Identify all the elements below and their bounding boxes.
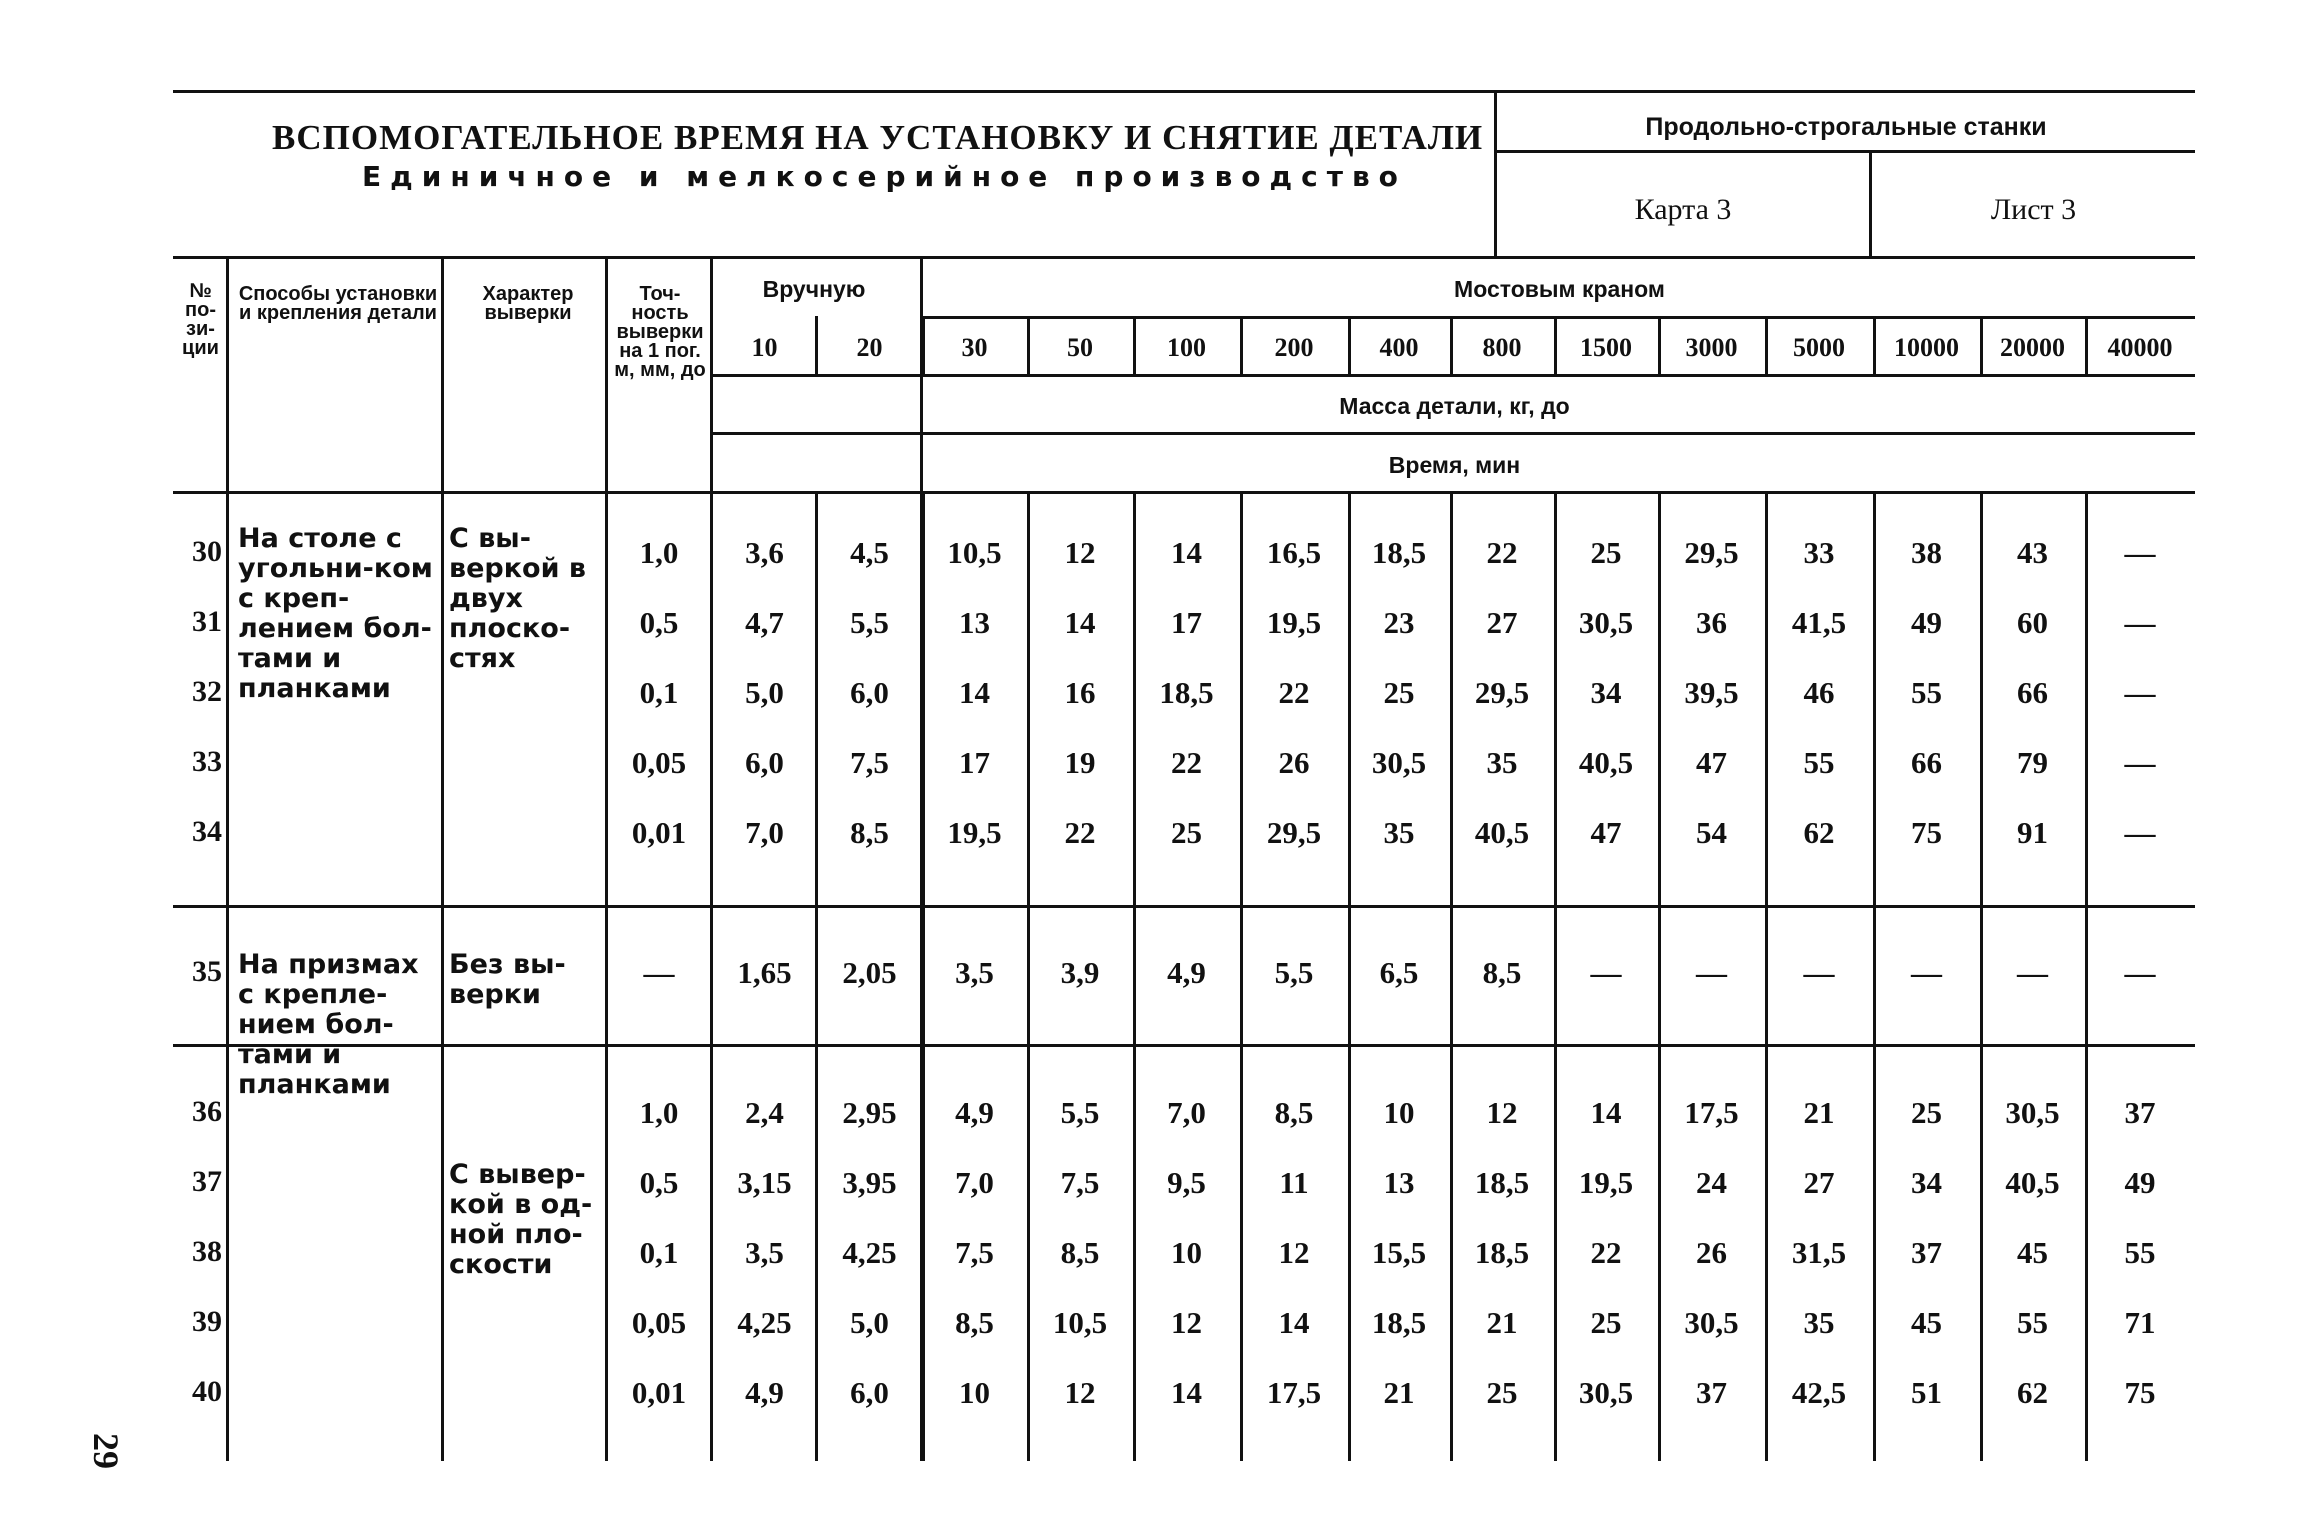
time-value-cell: 27 [1803,1165,1835,1200]
mass-column-header: 400 [1379,333,1419,362]
time-value-cell: 22 [1278,675,1310,710]
time-value-cell: 12 [1171,1305,1202,1340]
time-value-cell: 5,0 [850,1305,889,1340]
time-value-cell: 18,5 [1159,675,1214,710]
time-value-cell: 30,5 [1578,1375,1634,1410]
time-value-cell: 66 [1911,745,1942,780]
time-value-cell: 14 [1171,535,1202,570]
time-value-cell: 55 [2124,1235,2156,1270]
time-value-cell: 22 [1171,745,1202,780]
mass-column-header: 50 [1067,333,1093,362]
time-value-cell: 27 [1486,605,1518,640]
time-value-cell: 4,9 [745,1375,784,1410]
row-accuracy: 0,01 [631,815,687,850]
time-value-cell: 7,5 [955,1235,994,1270]
time-value-cell: 30,5 [1684,1305,1739,1340]
header-accuracy: Точ-ность выверки на 1 пог. м, мм, до [614,283,706,381]
time-value-cell: 45 [1911,1305,1942,1340]
time-value-cell: 5,5 [1274,955,1314,990]
mass-column-header: 800 [1482,333,1522,362]
time-value-cell: 29,5 [1474,675,1530,710]
time-value-cell: — [2124,605,2156,640]
time-value-cell: 19,5 [1266,605,1322,640]
row-accuracy: 1,0 [639,535,679,570]
time-value-cell: 40,5 [1578,745,1634,780]
time-value-cell: 45 [2017,1235,2048,1270]
time-value-cell: 14 [1064,605,1096,640]
time-value-cell: 25 [1590,535,1622,570]
time-value-cell: 51 [1911,1375,1942,1410]
time-value-cell: 7,5 [1060,1165,1100,1200]
row-position: 38 [192,1235,222,1268]
time-value-cell: 75 [1911,815,1942,850]
time-value-cell: 2,4 [745,1095,784,1130]
time-value-cell: 2,95 [842,1095,897,1130]
row-accuracy: 0,05 [631,745,687,780]
time-value-cell: 62 [2017,1375,2048,1410]
time-value-cell: 47 [1696,745,1727,780]
time-value-cell: 13 [959,605,990,640]
time-value-cell: 41,5 [1791,605,1847,640]
alignment-group-1: С вы-веркой в двух плоско-стях [449,523,587,674]
time-value-cell: 1,65 [737,955,792,990]
time-value-cell: 3,95 [842,1165,897,1200]
time-value-cell: 5,5 [850,605,889,640]
time-value-cell: 18,5 [1474,1235,1530,1270]
time-value-cell: 37 [1696,1375,1727,1410]
mass-column-header: 40000 [2107,333,2173,362]
row-accuracy: 0,5 [639,605,679,640]
time-value-cell: 7,0 [955,1165,994,1200]
time-value-cell: 30,5 [1371,745,1427,780]
mass-column-header: 10000 [1894,333,1959,362]
time-value-cell: 12 [1486,1095,1518,1130]
method-group-1: На столе с угольни-ком с креп-лением бол-тами и планками [238,523,433,704]
time-value-cell: 18,5 [1371,1305,1427,1340]
time-value-cell: 22 [1064,815,1096,850]
time-value-cell: 18,5 [1474,1165,1530,1200]
row-position: 37 [192,1165,222,1198]
time-value-cell: 22 [1590,1235,1622,1270]
time-value-cell: 12 [1064,535,1096,570]
row-position: 34 [192,815,222,848]
time-value-cell: — [2124,745,2156,780]
time-value-cell: 55 [2017,1305,2048,1340]
time-value-cell: 42,5 [1791,1375,1847,1410]
page-subtitle: Единичное и мелкосерийное производство [362,160,1407,193]
time-value-cell: 11 [1279,1165,1309,1200]
time-value-cell: 6,0 [850,1375,889,1410]
time-value-cell: 23 [1383,605,1415,640]
time-value-cell: 10,5 [947,535,1002,570]
time-value-cell: 14 [1590,1095,1622,1130]
row-position: 40 [192,1375,222,1408]
header-method: Способы установки и крепления детали [238,283,438,324]
time-value-cell: 37 [2124,1095,2156,1130]
time-value-cell: 2,05 [842,955,897,990]
time-value-cell: 6,5 [1379,955,1419,990]
time-value-cell: 16,5 [1266,535,1322,570]
time-value-cell: 60 [2017,605,2048,640]
time-value-cell: 75 [2124,1375,2156,1410]
time-value-cell: 4,5 [850,535,889,570]
time-value-cell: 8,5 [1060,1235,1100,1270]
time-value-cell: 8,5 [850,815,889,850]
time-value-cell: 35 [1383,815,1415,850]
page-number: 29 [86,1433,126,1469]
time-value-cell: 3,5 [745,1235,784,1270]
time-value-cell: — [2124,675,2156,710]
mass-column-header: 5000 [1793,333,1845,362]
time-value-cell: 17,5 [1684,1095,1739,1130]
time-value-cell: 12 [1064,1375,1096,1410]
time-value-cell: 40,5 [1474,815,1530,850]
time-value-cell: 22 [1486,535,1518,570]
time-value-cell: 25 [1911,1095,1942,1130]
time-value-cell: 34 [1590,675,1622,710]
mass-column-header: 20 [856,333,883,362]
row-position: 39 [192,1305,222,1338]
time-value-cell: 5,0 [745,675,784,710]
time-value-cell: 49 [1911,605,1942,640]
time-value-cell: — [2017,955,2048,990]
time-value-cell: 4,25 [842,1235,897,1270]
mass-column-header: 100 [1167,333,1206,362]
row-accuracy: 0,01 [631,1375,687,1410]
time-value-cell: 43 [2017,535,2048,570]
time-value-cell: 91 [2017,815,2048,850]
time-value-cell: 14 [1171,1375,1202,1410]
time-value-cell: 26 [1696,1235,1727,1270]
time-value-cell: — [1590,955,1622,990]
time-value-cell: 13 [1383,1165,1415,1200]
row-position: 30 [192,535,222,568]
machine-type: Продольно-строгальные станки [1645,113,2047,141]
time-value-cell: 15,5 [1371,1235,1427,1270]
row-accuracy: 0,5 [639,1165,679,1200]
time-value-cell: 21 [1383,1375,1415,1410]
mass-column-header: 20000 [2000,333,2065,362]
time-value-cell: 10 [959,1375,990,1410]
time-value-cell: 21 [1803,1095,1835,1130]
header-mass: Масса детали, кг, до [1339,393,1570,419]
time-value-cell: 30,5 [2005,1095,2060,1130]
time-value-cell: 55 [1911,675,1942,710]
time-value-cell: 12 [1278,1235,1310,1270]
time-value-cell: 17 [1171,605,1202,640]
page-title: ВСПОМОГАТЕЛЬНОЕ ВРЕМЯ НА УСТАНОВКУ И СНЯТИЕ ДЕТАЛИ [272,118,1484,157]
row-accuracy: 0,1 [639,675,679,710]
time-value-cell: 31,5 [1791,1235,1847,1270]
time-value-cell: 46 [1803,675,1835,710]
time-value-cell: 24 [1696,1165,1727,1200]
time-value-cell: 25 [1383,675,1415,710]
time-value-cell: 10 [1383,1095,1415,1130]
time-value-cell: 36 [1696,605,1727,640]
row-accuracy: 1,0 [639,1095,679,1130]
time-value-cell: 39,5 [1684,675,1739,710]
time-value-cell: 7,0 [1167,1095,1206,1130]
row-position: 31 [192,605,222,638]
time-value-cell: 3,5 [955,955,994,990]
time-value-cell: 19,5 [947,815,1002,850]
time-value-cell: 35 [1803,1305,1835,1340]
time-value-cell: 6,0 [745,745,784,780]
time-value-cell: 26 [1278,745,1310,780]
mass-column-header: 1500 [1580,333,1632,362]
time-value-cell: 19,5 [1578,1165,1634,1200]
mass-column-header: 30 [961,333,988,362]
header-alignment: Характер выверки [482,283,574,324]
time-value-cell: 8,5 [955,1305,994,1340]
row-position: 32 [192,675,222,708]
time-value-cell: 18,5 [1371,535,1427,570]
time-value-cell: 8,5 [1274,1095,1314,1130]
time-value-cell: 25 [1590,1305,1622,1340]
time-value-cell: 4,7 [745,605,784,640]
time-value-cell: — [1803,955,1835,990]
time-value-cell: 10 [1171,1235,1202,1270]
time-value-cell: 40,5 [2005,1165,2060,1200]
time-value-cell: 7,0 [745,815,784,850]
header-position: № по-зи-ции [182,280,219,359]
row-accuracy: — [643,955,675,990]
time-value-cell: 49 [2124,1165,2156,1200]
time-value-cell: 33 [1803,535,1835,570]
time-value-cell: 25 [1171,815,1202,850]
time-value-cell: 14 [959,675,990,710]
time-value-cell: 47 [1590,815,1622,850]
time-value-cell: 17 [959,745,990,780]
time-value-cell: 10,5 [1052,1305,1108,1340]
time-value-cell: 29,5 [1266,815,1322,850]
row-accuracy: 0,05 [631,1305,687,1340]
time-value-cell: 17,5 [1266,1375,1322,1410]
row-accuracy: 0,1 [639,1235,679,1270]
time-value-cell: 62 [1803,815,1835,850]
time-value-cell: 34 [1911,1165,1942,1200]
time-value-cell: — [2124,815,2156,850]
time-value-cell: 38 [1911,535,1942,570]
time-value-cell: 4,9 [955,1095,994,1130]
row-position: 36 [192,1095,222,1128]
mass-column-header: 10 [751,333,778,362]
time-value-cell: 79 [2017,745,2048,780]
time-value-cell: 29,5 [1684,535,1739,570]
time-value-cell: 6,0 [850,675,889,710]
time-value-cell: 7,5 [850,745,889,780]
time-value-cell: 21 [1486,1305,1518,1340]
method-group-2: На призмах с крепле-нием бол-тами и планками [238,949,419,1100]
time-value-cell: — [1696,955,1727,990]
time-value-cell: 37 [1911,1235,1942,1270]
time-value-cell: 25 [1486,1375,1518,1410]
sheet-number: Лист 3 [1990,193,2077,226]
time-value-cell: 30,5 [1578,605,1634,640]
time-value-cell: 5,5 [1060,1095,1100,1130]
row-position: 35 [192,955,222,988]
header-crane: Мостовым краном [1454,276,1665,302]
time-value-cell: 9,5 [1167,1165,1206,1200]
mass-column-header: 3000 [1685,333,1738,362]
header-manual: Вручную [762,276,866,302]
card-number: Карта 3 [1634,193,1732,226]
header-time: Время, мин [1388,452,1521,478]
time-value-cell: 54 [1696,815,1727,850]
time-value-cell: 14 [1278,1305,1310,1340]
time-value-cell: 66 [2017,675,2048,710]
time-value-cell: 4,25 [737,1305,792,1340]
alignment-group-2: Без вы-верки [449,949,566,1010]
time-value-cell: 4,9 [1167,955,1206,990]
row-position: 33 [192,745,222,778]
alignment-group-3: С вывер-кой в од-ной пло-скости [449,1159,593,1280]
time-value-cell: 3,15 [737,1165,792,1200]
time-value-cell: 8,5 [1482,955,1522,990]
time-value-cell: — [2124,955,2156,990]
time-value-cell: 16 [1064,675,1096,710]
time-value-cell: — [2124,535,2156,570]
time-value-cell: 3,9 [1060,955,1100,990]
time-value-cell: — [1911,955,1942,990]
mass-column-header: 200 [1274,333,1314,362]
time-value-cell: 71 [2124,1305,2156,1340]
time-value-cell: 3,6 [745,535,784,570]
time-value-cell: 35 [1486,745,1518,780]
time-value-cell: 19 [1064,745,1096,780]
time-value-cell: 55 [1803,745,1835,780]
